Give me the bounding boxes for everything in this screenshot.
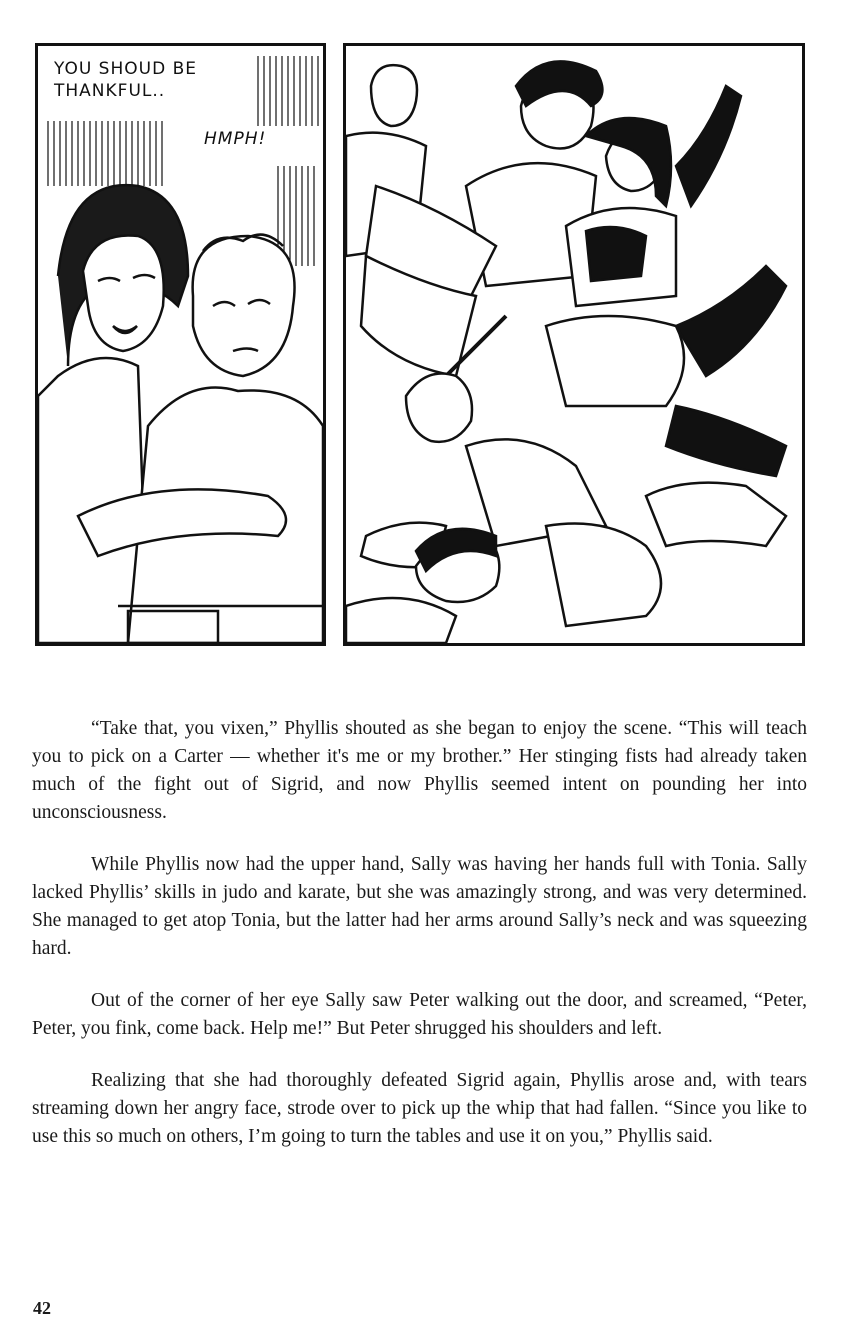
body-text xyxy=(32,715,807,1175)
page-number: 42 xyxy=(33,1298,51,1318)
speech-balloon: HMPH! xyxy=(198,126,272,152)
panel-illustration xyxy=(346,46,802,643)
paragraph: Realizing that she had thoroughly defeated Sigrid again, Phyllis arose and, with tears streaming down her angry face, strode over to pick up the whip that had fallen. “Since you like to use this so much on others, I’m going to turn the tables and use it on you,” Phyllis said. xyxy=(32,1070,807,1147)
panel-illustration xyxy=(38,46,323,643)
comic-panel-right xyxy=(343,43,805,646)
paragraph: Out of the corner of her eye Sally saw Peter walking out the door, and screamed, “Peter, Peter, you fink, come back. Help me!” But Peter shrugged his shoulders and left. xyxy=(32,990,807,1039)
comic-panel-left xyxy=(35,43,326,646)
speech-balloon: YOU SHOUD BE THANKFUL.. xyxy=(48,56,203,104)
paragraph: “Take that, you vixen,” Phyllis shouted as she began to enjoy the scene. “This will teach you to pick on a Carter — whether it's me or my brother.” Her stinging fists had already taken much of the fight out of Sigrid, and now Phyllis seemed intent on pounding her into unconsciousness. xyxy=(32,718,807,823)
paragraph: While Phyllis now had the upper hand, Sally was having her hands full with Tonia. Sally lacked Phyllis’ skills in judo and karate, but she was amazingly strong, and was very determined. She managed to get atop Tonia, but the latter had her arms around Sally’s neck and was squeezing hard. xyxy=(32,854,807,959)
